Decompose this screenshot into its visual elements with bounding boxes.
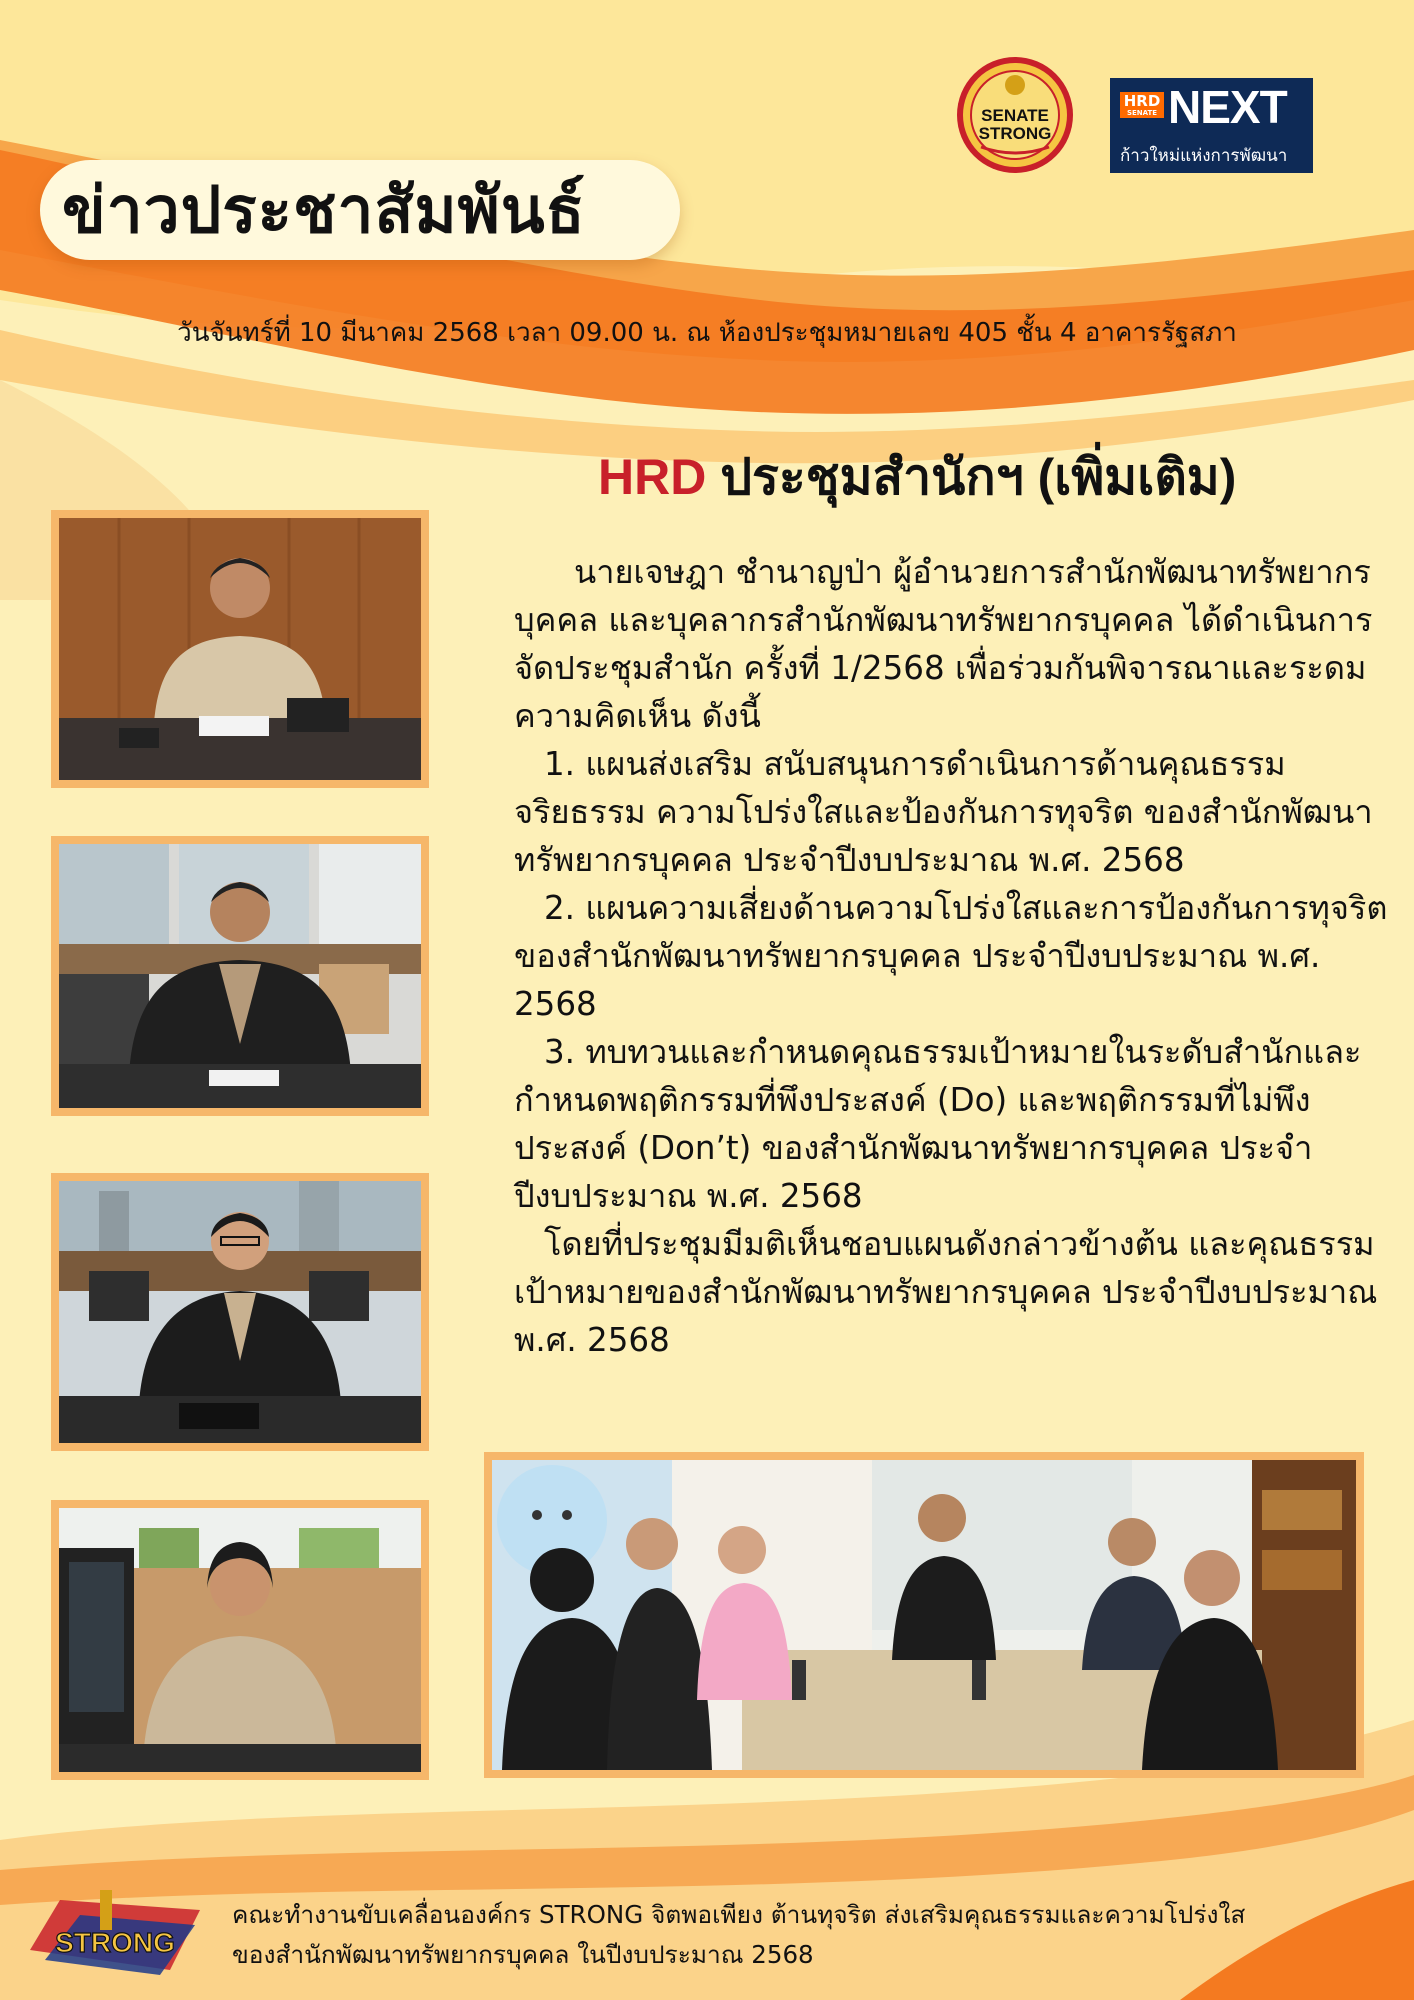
article-body [514, 548, 1394, 1364]
footer-line-2: ของสำนักพัฒนาทรัพยากรบุคคล ในปีงบประมาณ 2568 [232, 1940, 814, 1969]
footer-credit [232, 1895, 1392, 1975]
hrd-next-logo [1110, 78, 1313, 173]
hrd-badge [1120, 92, 1164, 118]
article-item-1: 1. แผนส่งเสริม สนับสนุนการดำเนินการด้านคุณธรรม จริยธรรม ความโปร่งใสและป้องกันการทุจริต ของสำนักพัฒนาทรัพยากรบุคคล ประจำปีงบประมาณ พ.ศ. 2568 [514, 745, 1373, 879]
strong-footer-logo [20, 1880, 210, 1980]
article-title-rest: ประชุมสำนักฯ (เพิ่มเติม) [720, 449, 1237, 505]
article-conclusion: โดยที่ประชุมมีมติเห็นชอบแผนดังกล่าวข้างต้น และคุณธรรมเป้าหมายของสำนักพัฒนาทรัพยากรบุคคล ประจำปีงบประมาณ พ.ศ. 2568 [514, 1225, 1378, 1359]
photo-staff-2 [51, 1173, 429, 1451]
photo-staff-3 [51, 1500, 429, 1780]
next-tagline: ก้าวใหม่แห่งการพัฒนา [1120, 146, 1288, 166]
photo-director [51, 510, 429, 788]
strong-logo-text: STRONG [55, 1927, 175, 1958]
seal-text-1: SENATE [981, 106, 1049, 125]
article-title [598, 438, 1236, 517]
article-lead: นายเจษฎา ชำนาญป่า ผู้อำนวยการสำนักพัฒนาทรัพยากรบุคคล และบุคลากรสำนักพัฒนาทรัพยากรบุคคล ได้ดำเนินการจัดประชุมสำนัก ครั้งที่ 1/2568 เพื่อร่วมกันพิจารณาและระดมความคิดเห็น ดังนี้ [514, 553, 1373, 735]
article-item-3: 3. ทบทวนและกำหนดคุณธรรมเป้าหมายในระดับสำนักและกำหนดพฤติกรรมที่พึงประสงค์ (Do) และพฤติกรรมที่ไม่พึงประสงค์ (Don’t) ของสำนักพัฒนาทรัพยากรบุคคล ประจำปีงบประมาณ พ.ศ. 2568 [514, 1033, 1362, 1215]
page-title: ข่าวประชาสัมพันธ์ [62, 174, 586, 248]
hrd-badge-sub: SENATE [1126, 109, 1158, 117]
footer-line-1: คณะทำงานขับเคลื่อนองค์กร STRONG จิตพอเพียง ต้านทุจริต ส่งเสริมคุณธรรมและความโปร่งใส [232, 1900, 1246, 1929]
next-wordmark: NEXT [1168, 81, 1287, 133]
photo-staff-1 [51, 836, 429, 1116]
hrd-badge-text: HRD [1123, 92, 1161, 110]
senate-strong-logo [955, 55, 1075, 175]
article-title-hrd: HRD [598, 449, 707, 505]
article-item-2: 2. แผนความเสี่ยงด้านความโปร่งใสและการป้องกันการทุจริต ของสำนักพัฒนาทรัพยากรบุคคล ประจำปีงบประมาณ พ.ศ. 2568 [514, 889, 1388, 1023]
photo-group-meeting [484, 1452, 1364, 1778]
seal-text-2: STRONG [978, 124, 1052, 143]
event-dateline: วันจันทร์ที่ 10 มีนาคม 2568 เวลา 09.00 น. ณ ห้องประชุมหมายเลข 405 ชั้น 4 อาคารรัฐสภา [177, 318, 1237, 348]
